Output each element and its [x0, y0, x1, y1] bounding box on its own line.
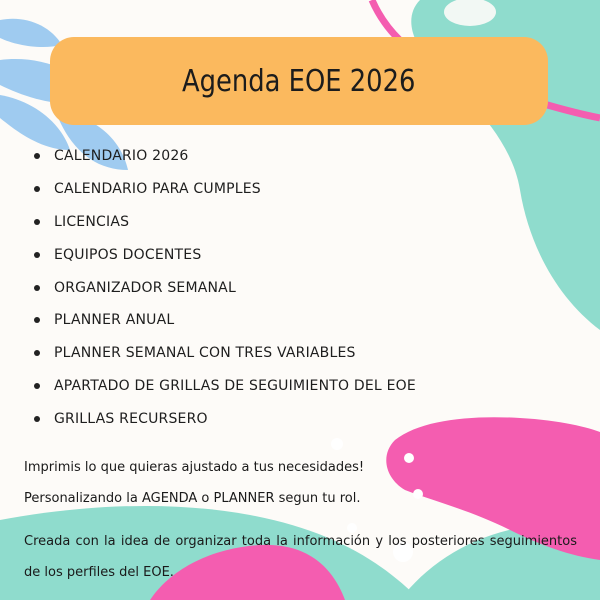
- list-item-label: CALENDARIO 2026: [54, 148, 189, 165]
- page-title: Agenda EOE 2026: [182, 63, 416, 99]
- bullet-icon: [34, 252, 40, 258]
- list-item: [34, 140, 416, 173]
- bullet-icon: [34, 383, 40, 389]
- list-item-label: EQUIPOS DOCENTES: [54, 246, 202, 263]
- list-item-label: APARTADO DE GRILLAS DE SEGUIMIENTO DEL EOE: [54, 377, 416, 394]
- bullet-icon: [34, 285, 40, 291]
- list-item: [34, 173, 416, 206]
- bullet-icon: [34, 219, 40, 225]
- list-item-label: PLANNER ANUAL: [54, 312, 175, 329]
- paragraph-customize: Personalizando la AGENDA o PLANNER segun tu rol.: [24, 491, 361, 506]
- bullet-icon: [34, 317, 40, 323]
- bubble: [331, 438, 343, 450]
- list-item: [34, 238, 416, 271]
- feature-list: [34, 140, 416, 435]
- paragraph-print: Imprimis lo que quieras ajustado a tus necesidades!: [24, 460, 365, 475]
- bullet-icon: [34, 416, 40, 422]
- list-item: [34, 206, 416, 239]
- list-item: [34, 402, 416, 435]
- list-item-label: GRILLAS RECURSERO: [54, 410, 208, 427]
- list-item-label: CALENDARIO PARA CUMPLES: [54, 181, 261, 198]
- list-item-label: LICENCIAS: [54, 213, 130, 230]
- list-item: [34, 304, 416, 337]
- list-item-label: ORGANIZADOR SEMANAL: [54, 279, 236, 296]
- list-item: [34, 370, 416, 403]
- title-banner: [50, 37, 548, 125]
- list-item: [34, 271, 416, 304]
- bullet-icon: [34, 350, 40, 356]
- paragraph-purpose: Creada con la idea de organizar toda la información y los posteriores seguimientos de los perfiles del EOE.: [24, 534, 577, 580]
- bullet-icon: [34, 186, 40, 192]
- bullet-icon: [34, 153, 40, 159]
- list-item-label: PLANNER SEMANAL CON TRES VARIABLES: [54, 345, 356, 362]
- list-item: [34, 337, 416, 370]
